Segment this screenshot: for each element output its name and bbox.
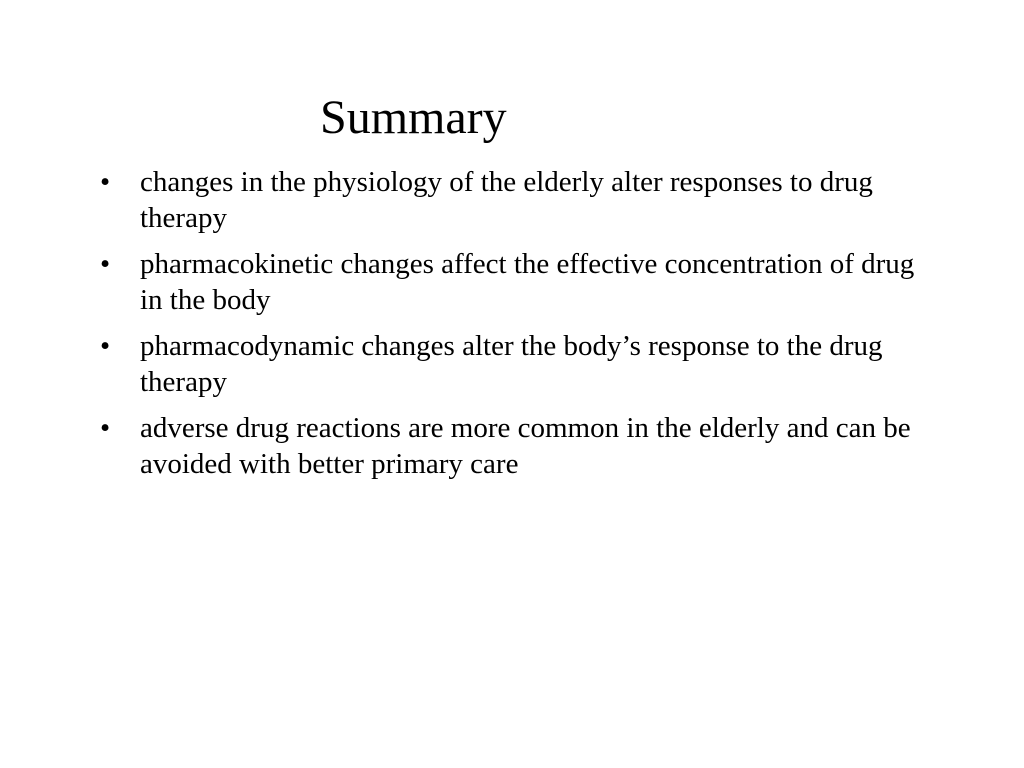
bullet-list xyxy=(100,164,920,492)
bullet-item xyxy=(100,164,920,236)
bullet-item xyxy=(100,328,920,400)
bullet-marker: • xyxy=(100,166,111,198)
bullet-marker: • xyxy=(100,330,111,362)
bullet-marker: • xyxy=(100,248,111,280)
slide-title: Summary xyxy=(320,91,507,144)
bullet-item xyxy=(100,410,920,482)
bullet-text: pharmacodynamic changes alter the body’s response to the drug therapy xyxy=(140,330,883,398)
bullet-text: pharmacokinetic changes affect the effective concentration of drug in the body xyxy=(140,248,915,316)
bullet-item xyxy=(100,246,920,318)
bullet-text: adverse drug reactions are more common in the elderly and can be avoided with better primary care xyxy=(140,412,911,480)
bullet-marker: • xyxy=(100,412,111,444)
bullet-text: changes in the physiology of the elderly alter responses to drug therapy xyxy=(140,166,873,234)
